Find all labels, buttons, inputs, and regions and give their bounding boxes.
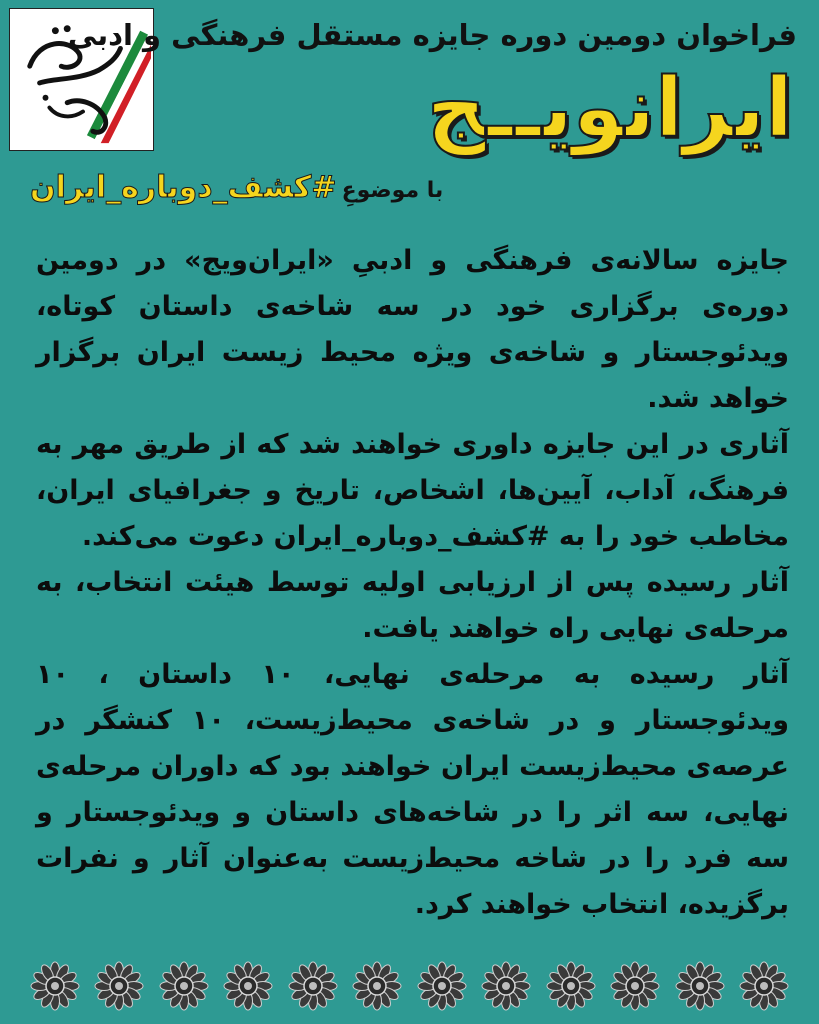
rosette-ornament-icon <box>546 961 596 1011</box>
rosette-ornament-icon <box>675 961 725 1011</box>
rosette-ornament-icon <box>94 961 144 1011</box>
rosette-ornament-icon <box>610 961 660 1011</box>
rosette-ornament-icon <box>159 961 209 1011</box>
paragraph: جایزه سالانه‌ی فرهنگی و ادبیِ «ایران‌ویج» در دومین دوره‌ی برگزاری خود در سه شاخه‌ی داستان کوتاه، ویدئوجستار و شاخه‌ی ویژه محیط زیست ایران برگزار خواهد شد. <box>36 245 789 414</box>
rosette-ornament-icon <box>288 961 338 1011</box>
announcement-body <box>36 238 789 928</box>
topic-prefix: با موضوعِ <box>341 178 444 203</box>
paragraph: آثار رسیده پس از ارزیابی اولیه توسط هیئت انتخاب، به مرحله‌ی نهایی راه خواهند یافت. <box>36 567 789 644</box>
topic-hashtag: #کشف_دوباره_ایران <box>30 170 337 205</box>
ornament-row <box>30 960 789 1012</box>
rosette-ornament-icon <box>352 961 402 1011</box>
rosette-ornament-icon <box>223 961 273 1011</box>
rosette-ornament-icon <box>739 961 789 1011</box>
paragraph: آثاری در این جایزه داوری خواهند شد که از طریق مهر به فرهنگ، آداب، آیین‌ها، اشخاص، تاریخ و جغرافیای ایران، مخاطب خود را به #کشف_دوباره_ایران دعوت می‌کند. <box>36 429 789 552</box>
rosette-ornament-icon <box>481 961 531 1011</box>
paragraph: آثار رسیده به مرحله‌ی نهایی، ۱۰ داستان ، ۱۰ ویدئوجستار و در شاخه‌ی محیط‌زیست، ۱۰ کنشگر در عرصه‌ی محیط‌زیست ایران خواهند بود که داوران مرحله‌ی نهایی، سه اثر را در شاخه‌های داستان و ویدئوجستار و سه فرد را در شاخه محیط‌زیست به‌عنوان آثار و نفرات برگزیده، انتخاب خواهند کرد. <box>36 659 789 920</box>
rosette-ornament-icon <box>30 961 80 1011</box>
brand-title: ایرانویــج <box>426 61 793 156</box>
rosette-ornament-icon <box>417 961 467 1011</box>
page-headline: فراخوان دومین دوره جایزه مستقل فرهنگی و ادبی <box>67 18 797 52</box>
topic-line <box>30 170 443 205</box>
